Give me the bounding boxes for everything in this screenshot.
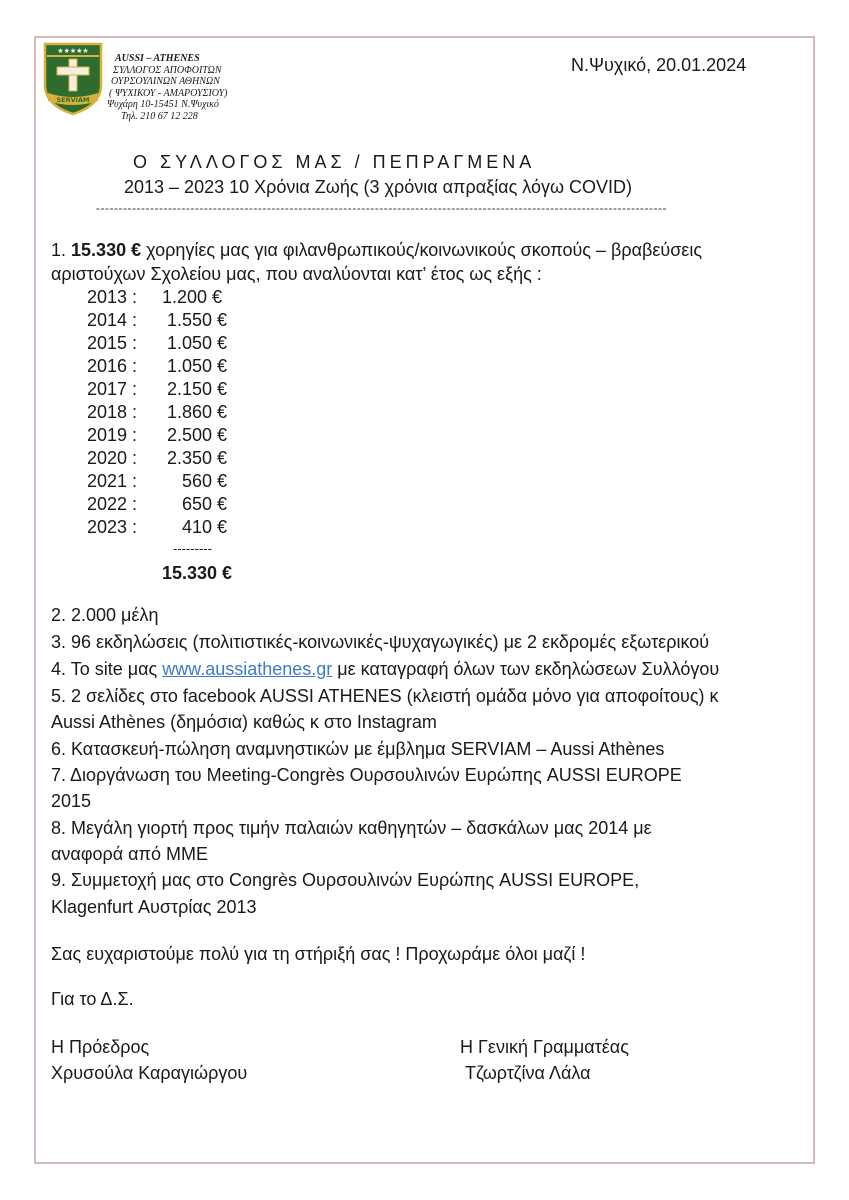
org-phone: Τηλ. 210 67 12 228 [121,110,198,122]
breakdown-amount: 1.860 € [166,402,227,422]
document-subtitle: 2013 – 2023 10 Χρόνια Ζωής (3 χρόνια απραξίας λόγω COVID) [124,177,633,197]
secretary-name: Τζωρτζίνα Λάλα [465,1063,591,1083]
president-name: Χρυσούλα Καραγιώργου [51,1063,248,1083]
svg-text:★★★★★: ★★★★★ [57,47,89,55]
serviam-logo [42,41,104,117]
item-4: 4. Το site μας www.aussiathenes.gr με καταγραφή όλων των εκδηλώσεων Συλλόγου [51,659,720,679]
breakdown-amount: 1.550 € [166,310,227,330]
item-1-line-1: 1. 15.330 € χορηγίες μας για φιλανθρωπικούς/κοινωνικούς σκοπούς – βραβεύσεις [51,240,703,260]
item-6: 6. Κατασκευή-πώληση αναμνηστικών με έμβλημα SERVIAM – Aussi Athènes [51,739,665,759]
breakdown-year: 2016 : [87,356,138,376]
total-separator: --------- [173,541,212,556]
breakdown-year: 2023 : [87,517,138,537]
org-address-block [107,53,228,122]
total-amount: 15.330 € [162,563,233,583]
breakdown-year: 2013 : [87,287,138,307]
item-5-line-2: Aussi Athènes (δημόσια) καθώς κ στο Instagram [51,712,437,732]
logo-text: SERVIAM [56,96,90,104]
breakdown-amount: 2.500 € [166,425,227,445]
item-7-line-2: 2015 [51,791,92,811]
document-title: Ο ΣΥΛΛΟΓΟΣ ΜΑΣ / ΠΕΠΡΑΓΜΕΝΑ [133,152,536,172]
item-1-line-2: αριστούχων Σχολείου μας, που αναλύονται κατ’ έτος ως εξής : [51,264,542,284]
breakdown-year: 2015 : [87,333,138,353]
org-line: ΟΥΡΣΟΥΛΙΝΩΝ ΑΘΗΝΩΝ [111,76,220,87]
breakdown-year: 2014 : [87,310,138,330]
website-link[interactable]: www.aussiathenes.gr [162,659,333,679]
breakdown-amount: 1.050 € [166,333,227,353]
org-line: ΣΥΛΛΟΓΟΣ ΑΠΟΦΟΙΤΩΝ [113,64,222,76]
breakdown-year: 2019 : [87,425,138,445]
breakdown-amount: 650 € [181,494,227,514]
place-date: Ν.Ψυχικό, 20.01.2024 [571,55,747,75]
item-3: 3. 96 εκδηλώσεις (πολιτιστικές-κοινωνικές-ψυχαγωγικές) με 2 εκδρομές εξωτερικού [51,632,710,652]
breakdown-year: 2020 : [87,448,138,468]
item-9-line-1: 9. Συμμετοχή μας στο Congrès Ουρσουλινών Ευρώπης AUSSI EUROPE, [51,870,640,890]
breakdown-year: 2022 : [87,494,138,514]
breakdown-amount: 1.050 € [166,356,227,376]
item-8-line-2: αναφορά από ΜΜΕ [51,844,208,864]
thanks-line: Σας ευχαριστούμε πολύ για τη στήριξή σας ! Προχωράμε όλοι μαζί ! [51,944,586,964]
breakdown-amount: 2.150 € [166,379,227,399]
item-9-line-2: Klagenfurt Αυστρίας 2013 [51,897,257,917]
item-1-amount: 15.330 € [71,240,142,260]
president-role: Η Πρόεδρος [51,1037,150,1057]
breakdown-year: 2018 : [87,402,138,422]
breakdown-amount: 560 € [181,471,227,491]
org-name: AUSSI – ATHENES [115,53,200,64]
org-line: ( ΨΥΧΙΚΟΥ - ΑΜΑΡΟΥΣΙΟΥ) [109,87,228,99]
item-2: 2. 2.000 μέλη [51,605,159,625]
secretary-role: Η Γενική Γραμματέας [460,1037,629,1057]
item-5-line-1: 5. 2 σελίδες στο facebook AUSSI ATHENES (κλειστή ομάδα μόνο για αποφοίτους) κ [51,686,719,706]
breakdown-amount: 2.350 € [166,448,227,468]
item-7-line-1: 7. Διοργάνωση του Meeting-Congrès Ουρσουλινών Ευρώπης AUSSI EUROPE [51,765,682,785]
item-8-line-1: 8. Μεγάλη γιορτή προς τιμήν παλαιών καθηγητών – δασκάλων μας 2014 με [51,818,652,838]
breakdown-year: 2021 : [87,471,138,491]
breakdown-amount: 410 € [181,517,227,537]
breakdown-amount: 1.200 € [161,287,222,307]
org-address: Ψυχάρη 10-15451 Ν.Ψυχικό [107,99,219,110]
breakdown-year: 2017 : [87,379,138,399]
for-board: Για το Δ.Σ. [51,989,134,1009]
title-separator: ------------------------------------------------------------------------------------------------------------------------------- [96,201,668,215]
